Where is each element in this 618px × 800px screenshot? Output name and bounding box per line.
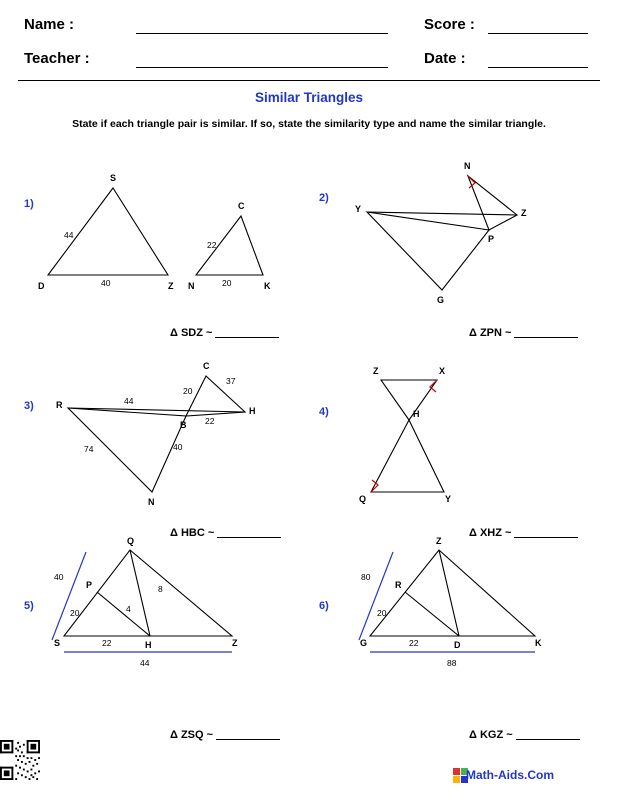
- problem-2-number: 2): [319, 192, 329, 204]
- problem-2-answer: [469, 326, 578, 339]
- side-length-label: 20: [222, 278, 232, 288]
- problem-3-figure: [0, 350, 309, 540]
- vertex-label: C: [203, 361, 210, 371]
- problem-2-figure: [309, 150, 618, 340]
- answer-prefix: Δ HBC ~: [170, 527, 215, 539]
- vertex-label: Y: [355, 204, 362, 214]
- vertex-label: N: [148, 497, 155, 507]
- side-length-label: 44: [124, 396, 134, 406]
- answer-blank[interactable]: [215, 326, 279, 338]
- qr-code-icon: [0, 740, 40, 780]
- side-length-label: 37: [226, 376, 236, 386]
- vertex-label: Q: [359, 494, 367, 504]
- name-input[interactable]: [136, 33, 388, 34]
- score-label: Score :: [424, 16, 475, 33]
- vertex-label: K: [264, 281, 271, 291]
- vertex-label: G: [360, 638, 368, 648]
- side-length-label: 74: [84, 444, 94, 454]
- side-length-label: 44: [64, 230, 74, 240]
- name-label: Name :: [24, 16, 75, 33]
- side-length-label: 44: [140, 658, 150, 668]
- teacher-label: Teacher :: [24, 50, 90, 67]
- date-input[interactable]: [488, 67, 588, 68]
- side-length-label: 22: [102, 638, 112, 648]
- problem-1-number: 1): [24, 198, 34, 210]
- problem-6-number: 6): [319, 600, 329, 612]
- answer-prefix: Δ XHZ ~: [469, 527, 512, 539]
- vertex-label: B: [180, 420, 187, 430]
- brand-label: Math-Aids.Com: [466, 768, 554, 782]
- vertex-label: Z: [232, 638, 238, 648]
- vertex-label: Q: [127, 536, 135, 546]
- vertex-label: H: [249, 406, 256, 416]
- vertex-label: P: [488, 234, 495, 244]
- answer-blank[interactable]: [516, 728, 580, 740]
- vertex-label: S: [110, 173, 117, 183]
- teacher-input[interactable]: [136, 67, 388, 68]
- header-divider: [18, 80, 600, 81]
- worksheet-footer: [0, 740, 618, 800]
- vertex-label: D: [454, 640, 461, 650]
- instructions: State if each triangle pair is similar. If so, state the similarity type and name the similar triangle.: [72, 118, 546, 130]
- problem-4: [309, 350, 618, 540]
- vertex-label: G: [437, 295, 445, 305]
- answer-blank[interactable]: [514, 326, 578, 338]
- vertex-label: R: [56, 400, 63, 410]
- vertex-label: D: [38, 281, 45, 291]
- side-length-label: 40: [173, 442, 183, 452]
- date-label: Date :: [424, 50, 466, 67]
- side-length-label: 20: [183, 386, 193, 396]
- answer-prefix: Δ SDZ ~: [170, 327, 213, 339]
- page-title: Similar Triangles: [254, 90, 364, 105]
- answer-prefix: Δ ZPN ~: [469, 327, 512, 339]
- problem-5-number: 5): [24, 600, 34, 612]
- side-length-label: 22: [409, 638, 419, 648]
- problem-4-figure: [309, 350, 618, 540]
- answer-prefix: Δ ZSQ ~: [170, 729, 214, 741]
- side-length-label: 40: [101, 278, 111, 288]
- vertex-label: N: [464, 161, 471, 171]
- problem-3: [0, 350, 309, 540]
- vertex-label: H: [145, 640, 152, 650]
- vertex-label: Z: [373, 366, 379, 376]
- side-length-label: 20: [70, 608, 80, 618]
- problem-6: [309, 530, 618, 750]
- problem-1: [0, 150, 309, 340]
- problem-5-figure: [0, 530, 309, 750]
- vertex-label: P: [86, 580, 93, 590]
- problem-6-figure: [309, 530, 618, 750]
- side-length-label: 22: [205, 416, 215, 426]
- problem-1-figure: [0, 150, 309, 340]
- vertex-label: Y: [445, 494, 452, 504]
- side-length-label: 20: [377, 608, 387, 618]
- side-length-label: 4: [126, 604, 131, 614]
- vertex-label: K: [535, 638, 542, 648]
- side-length-label: 40: [54, 572, 64, 582]
- side-length-label: 88: [447, 658, 457, 668]
- score-input[interactable]: [488, 33, 588, 34]
- problem-2: [309, 150, 618, 340]
- problem-1-answer: [170, 326, 279, 339]
- side-length-label: 22: [207, 240, 217, 250]
- vertex-label: S: [54, 638, 61, 648]
- worksheet-header: [0, 0, 618, 76]
- vertex-label: Z: [436, 536, 442, 546]
- problem-5: [0, 530, 309, 750]
- vertex-label: Z: [168, 281, 174, 291]
- vertex-label: C: [238, 201, 245, 211]
- vertex-label: Z: [521, 208, 527, 218]
- vertex-label: R: [395, 580, 402, 590]
- vertex-label: H: [413, 409, 420, 419]
- answer-blank[interactable]: [216, 728, 280, 740]
- side-length-label: 80: [361, 572, 371, 582]
- side-length-label: 8: [158, 584, 163, 594]
- vertex-label: N: [188, 281, 195, 291]
- problem-3-number: 3): [24, 400, 34, 412]
- answer-prefix: Δ KGZ ~: [469, 729, 513, 741]
- problem-4-number: 4): [319, 406, 329, 418]
- vertex-label: X: [439, 366, 446, 376]
